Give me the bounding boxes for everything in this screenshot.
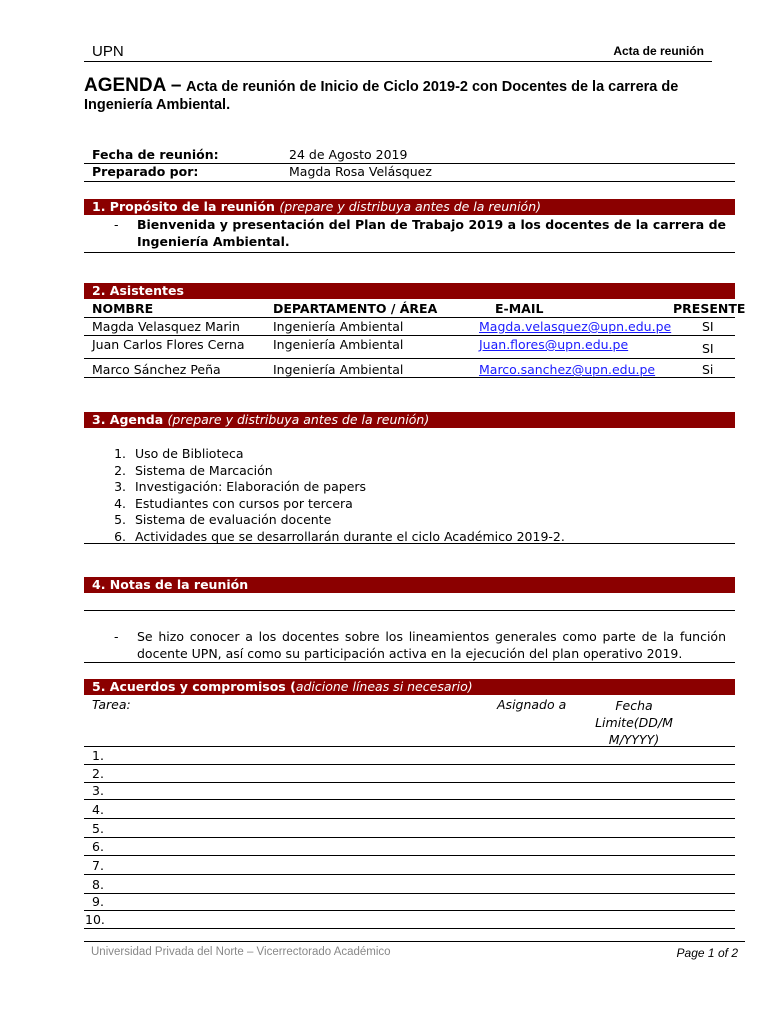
attendee-dept: Ingeniería Ambiental: [273, 337, 404, 352]
attendee-dept: Ingeniería Ambiental: [273, 319, 404, 334]
agenda-item-text: Estudiantes con cursos por tercera: [135, 495, 353, 511]
divider: [84, 610, 735, 611]
section-4-header: [84, 577, 735, 593]
agenda-item-number: 4.: [114, 495, 126, 511]
task-row-number: 10.: [85, 912, 105, 927]
agenda-item-text: Sistema de Marcación: [135, 462, 273, 478]
prepared-value: Magda Rosa Velásquez: [289, 164, 432, 179]
header-divider: [84, 61, 712, 62]
page-total: 2: [731, 946, 738, 960]
document-title: [84, 77, 684, 114]
header-doc-type: Acta de reunión: [613, 44, 704, 58]
footer-page-number: [677, 946, 738, 960]
divider: [84, 181, 735, 182]
section-3-header: [84, 412, 735, 428]
col-deadline-line: M/YYYY): [608, 732, 660, 747]
task-row-number: 5.: [92, 821, 104, 836]
agenda-item-number: 5.: [114, 512, 126, 527]
attendee-present: SI: [702, 341, 714, 356]
task-row-number: 1.: [92, 748, 104, 763]
section-5-title: 5. Acuerdos y compromisos (: [92, 679, 296, 694]
section-3-note: (prepare y distribuya antes de la reunión): [167, 412, 430, 427]
section-1-title: 1. Propósito de la reunión: [92, 199, 275, 214]
agenda-item-number: 2.: [114, 462, 126, 478]
agenda-item-text: Uso de Biblioteca: [135, 446, 244, 461]
divider: [84, 837, 735, 838]
attendee-present: Si: [702, 362, 714, 377]
divider: [84, 818, 735, 819]
section-2-title: 2. Asistentes: [92, 283, 184, 298]
header-org: UPN: [92, 43, 124, 60]
divider: [84, 377, 735, 378]
attendee-name: Marco Sánchez Peña: [92, 362, 221, 377]
divider: [84, 543, 735, 544]
col-presente: PRESENTE: [673, 301, 746, 316]
divider: [84, 799, 735, 800]
agenda-label: AGENDA –: [84, 75, 182, 96]
divider: [84, 928, 735, 929]
date-value: 24 de Agosto 2019: [289, 147, 408, 162]
section-2-header: [84, 283, 735, 299]
col-email: E-MAIL: [495, 301, 544, 316]
divider: [84, 252, 735, 253]
page-of: of: [717, 946, 728, 960]
footer-divider: [84, 941, 745, 942]
bullet-dash: -: [114, 629, 119, 644]
section-1-text: Bienvenida y presentación del Plan de Trabajo 2019 a los docentes de la carrera de Ingeniería Ambiental.: [137, 217, 726, 249]
section-1-note: (prepare y distribuya antes de la reunión): [279, 199, 542, 214]
agenda-item-number: 6.: [114, 528, 126, 544]
col-assigned: Asignado a: [497, 697, 567, 712]
col-task: Tarea:: [92, 697, 131, 712]
agenda-item-text: Sistema de evaluación docente: [135, 512, 332, 527]
footer-institution: Universidad Privada del Norte – Vicerrectorado Académico: [91, 946, 391, 958]
prepared-label: Preparado por:: [92, 164, 199, 179]
col-deadline-line: Fecha: [615, 698, 653, 713]
divider: [84, 782, 735, 783]
agenda-item-text: Actividades que se desarrollarán durante el ciclo Académico 2019-2.: [135, 528, 565, 544]
attendee-email-link[interactable]: Magda.velasquez@upn.edu.pe: [479, 319, 672, 334]
attendee-name: Juan Carlos Flores Cerna: [92, 337, 245, 352]
date-label: Fecha de reunión:: [92, 147, 219, 162]
task-row-number: 6.: [92, 839, 104, 854]
divider: [84, 893, 735, 894]
attendee-email-link[interactable]: Juan.flores@upn.edu.pe: [479, 337, 629, 352]
section-1-header: [84, 199, 735, 215]
page-current: 1: [707, 946, 715, 960]
attendee-dept: Ingeniería Ambiental: [273, 362, 404, 377]
section-4-text: Se hizo conocer a los docentes sobre los lineamientos generales como parte de la función docente UPN, así como su participación activa en la ejecución del plan operativo 2019.: [137, 629, 726, 661]
divider: [84, 874, 735, 875]
meta-prepared-row: [84, 164, 734, 181]
task-row-number: 2.: [92, 766, 104, 781]
divider: [84, 910, 735, 911]
divider: [84, 662, 735, 663]
col-deadline-line: Limite(DD/M: [595, 715, 673, 730]
divider: [84, 746, 735, 747]
task-row-number: 7.: [92, 858, 104, 873]
meta-date-row: [84, 147, 734, 164]
task-row-number: 3.: [92, 783, 104, 798]
col-nombre: NOMBRE: [92, 301, 154, 316]
divider: [84, 317, 735, 318]
task-row-number: 9.: [92, 894, 104, 909]
divider: [84, 335, 735, 336]
task-row-number: 4.: [92, 802, 104, 817]
divider: [84, 358, 735, 359]
section-4-title: 4. Notas de la reunión: [92, 577, 249, 592]
attendee-name: Magda Velasquez Marin: [92, 319, 240, 334]
agenda-subtitle: Acta de reunión de Inicio de Ciclo 2019-2 con Docentes de la carrera de Ingeniería Ambiental.: [84, 79, 679, 113]
agenda-item-number: 1.: [114, 446, 126, 461]
col-deadline: [584, 697, 684, 748]
section-5-note: adicione líneas si necesario): [295, 679, 473, 694]
section-5-header: [84, 679, 735, 695]
agenda-item-number: 3.: [114, 479, 126, 494]
section-3-title: 3. Agenda: [92, 412, 164, 427]
divider: [84, 764, 735, 765]
page-word: Page: [676, 946, 705, 960]
attendee-email-link[interactable]: Marco.sanchez@upn.edu.pe: [479, 362, 656, 377]
bullet-dash: -: [114, 217, 119, 232]
col-departamento: DEPARTAMENTO / ÁREA: [273, 301, 438, 316]
attendee-present: SI: [702, 319, 714, 334]
task-row-number: 8.: [92, 877, 104, 892]
divider: [84, 163, 735, 164]
divider: [84, 855, 735, 856]
agenda-item-text: Investigación: Elaboración de papers: [135, 479, 367, 494]
